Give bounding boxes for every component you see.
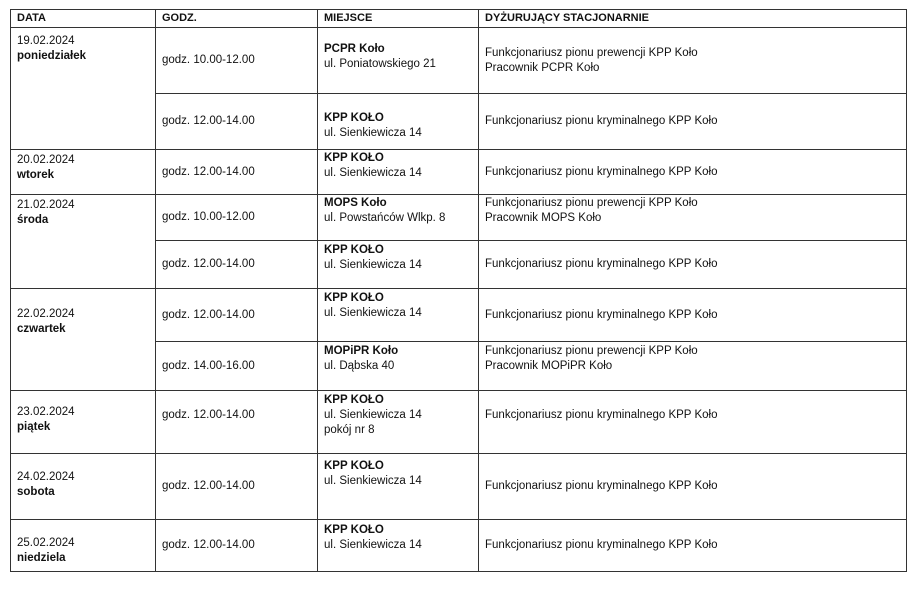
duty-line: Funkcjonariusz pionu kryminalnego KPP Koło xyxy=(485,165,718,178)
place-address: ul. Sienkiewicza 14 xyxy=(324,475,422,487)
header-place: MIEJSCE xyxy=(318,10,479,28)
duty-schedule-table xyxy=(10,9,907,572)
place-cell xyxy=(318,150,479,195)
duty-cell xyxy=(479,150,907,195)
place-name: KPP KOŁO xyxy=(324,460,384,472)
date-cell xyxy=(11,454,156,520)
table-row xyxy=(11,150,907,195)
date-value: 21.02.2024 xyxy=(17,199,75,211)
place-address: ul. Poniatowskiego 21 xyxy=(324,58,436,70)
weekday-value: sobota xyxy=(17,486,55,498)
duty-line: Funkcjonariusz pionu prewencji KPP Koło xyxy=(485,46,698,59)
time-cell xyxy=(156,28,318,94)
place-cell xyxy=(318,454,479,520)
table-row xyxy=(11,454,907,520)
duty-line: Funkcjonariusz pionu kryminalnego KPP Koło xyxy=(485,115,718,127)
date-value: 24.02.2024 xyxy=(17,471,75,483)
place-cell xyxy=(318,28,479,94)
duty-line: Funkcjonariusz pionu kryminalnego KPP Koło xyxy=(485,409,718,421)
date-value: 23.02.2024 xyxy=(17,406,75,418)
place-name: KPP KOŁO xyxy=(324,112,384,124)
date-value: 25.02.2024 xyxy=(17,537,75,549)
duty-cell xyxy=(479,94,907,150)
duty-cell xyxy=(479,520,907,572)
time-value: godz. 12.00-14.00 xyxy=(162,165,255,178)
date-value: 20.02.2024 xyxy=(17,154,75,166)
place-address: ul. Sienkiewicza 14 xyxy=(324,167,422,179)
duty-line: Funkcjonariusz pionu kryminalnego KPP Koło xyxy=(485,308,718,321)
time-value: godz. 10.00-12.00 xyxy=(162,54,255,66)
place-cell xyxy=(318,94,479,150)
table-row xyxy=(11,289,907,342)
header-row xyxy=(11,10,907,28)
weekday-value: środa xyxy=(17,214,49,226)
duty-line: Funkcjonariusz pionu prewencji KPP Koło xyxy=(485,197,698,209)
duty-cell xyxy=(479,342,907,391)
time-value: godz. 10.00-12.00 xyxy=(162,211,255,223)
duty-cell xyxy=(479,195,907,241)
table-row xyxy=(11,391,907,454)
place-cell xyxy=(318,520,479,572)
duty-line: Funkcjonariusz pionu kryminalnego KPP Koło xyxy=(485,258,718,270)
place-address: ul. Sienkiewicza 14 xyxy=(324,409,422,421)
time-value: godz. 12.00-14.00 xyxy=(162,115,255,127)
place-room: pokój nr 8 xyxy=(324,424,375,436)
date-cell xyxy=(11,28,156,150)
place-address: ul. Powstańców Wlkp. 8 xyxy=(324,212,446,224)
place-cell xyxy=(318,289,479,342)
duty-cell xyxy=(479,391,907,454)
duty-cell xyxy=(479,28,907,94)
header-date: DATA xyxy=(11,10,156,28)
time-value: godz. 12.00-14.00 xyxy=(162,308,255,321)
time-cell xyxy=(156,150,318,195)
weekday-value: wtorek xyxy=(17,169,55,181)
weekday-value: piątek xyxy=(17,421,51,433)
place-name: MOPiPR Koło xyxy=(324,345,399,357)
time-value: godz. 12.00-14.00 xyxy=(162,258,255,270)
time-value: godz. 12.00-14.00 xyxy=(162,409,255,421)
time-cell xyxy=(156,289,318,342)
date-cell xyxy=(11,150,156,195)
place-name: PCPR Koło xyxy=(324,43,385,55)
duty-line: Pracownik MOPiPR Koło xyxy=(485,360,613,372)
table-row xyxy=(11,28,907,94)
time-cell xyxy=(156,520,318,572)
date-value: 19.02.2024 xyxy=(17,35,75,47)
duty-cell xyxy=(479,241,907,289)
duty-line: Funkcjonariusz pionu prewencji KPP Koło xyxy=(485,345,698,357)
date-cell xyxy=(11,391,156,454)
place-name: MOPS Koło xyxy=(324,197,387,209)
duty-line: Funkcjonariusz pionu kryminalnego KPP Koło xyxy=(485,539,718,551)
place-name: KPP KOŁO xyxy=(324,292,384,304)
time-cell xyxy=(156,94,318,150)
header-duty: DYŻURUJĄCY STACJONARNIE xyxy=(479,10,907,28)
place-cell xyxy=(318,391,479,454)
table-row xyxy=(11,195,907,241)
time-cell xyxy=(156,454,318,520)
time-cell xyxy=(156,195,318,241)
time-value: godz. 12.00-14.00 xyxy=(162,539,255,551)
place-name: KPP KOŁO xyxy=(324,152,384,164)
place-cell xyxy=(318,195,479,241)
weekday-value: niedziela xyxy=(17,552,66,564)
weekday-value: poniedziałek xyxy=(17,50,87,62)
duty-line: Pracownik PCPR Koło xyxy=(485,61,600,74)
duty-line: Pracownik MOPS Koło xyxy=(485,212,602,224)
duty-line: Funkcjonariusz pionu kryminalnego KPP Koło xyxy=(485,480,718,492)
weekday-value: czwartek xyxy=(17,323,66,335)
place-name: KPP KOŁO xyxy=(324,524,384,536)
time-value: godz. 12.00-14.00 xyxy=(162,480,255,492)
place-name: KPP KOŁO xyxy=(324,394,384,406)
place-address: ul. Sienkiewicza 14 xyxy=(324,539,422,551)
place-address: ul. Sienkiewicza 14 xyxy=(324,307,422,319)
place-address: ul. Sienkiewicza 14 xyxy=(324,127,422,139)
date-cell xyxy=(11,289,156,391)
date-cell xyxy=(11,520,156,572)
place-name: KPP KOŁO xyxy=(324,244,384,256)
date-value: 22.02.2024 xyxy=(17,308,75,320)
place-address: ul. Sienkiewicza 14 xyxy=(324,259,422,271)
header-time: GODZ. xyxy=(156,10,318,28)
time-cell xyxy=(156,391,318,454)
duty-cell xyxy=(479,454,907,520)
table-row xyxy=(11,520,907,572)
time-cell xyxy=(156,241,318,289)
place-cell xyxy=(318,342,479,391)
date-cell xyxy=(11,195,156,289)
time-value: godz. 14.00-16.00 xyxy=(162,359,255,372)
place-cell xyxy=(318,241,479,289)
time-cell xyxy=(156,342,318,391)
duty-cell xyxy=(479,289,907,342)
place-address: ul. Dąbska 40 xyxy=(324,360,395,372)
